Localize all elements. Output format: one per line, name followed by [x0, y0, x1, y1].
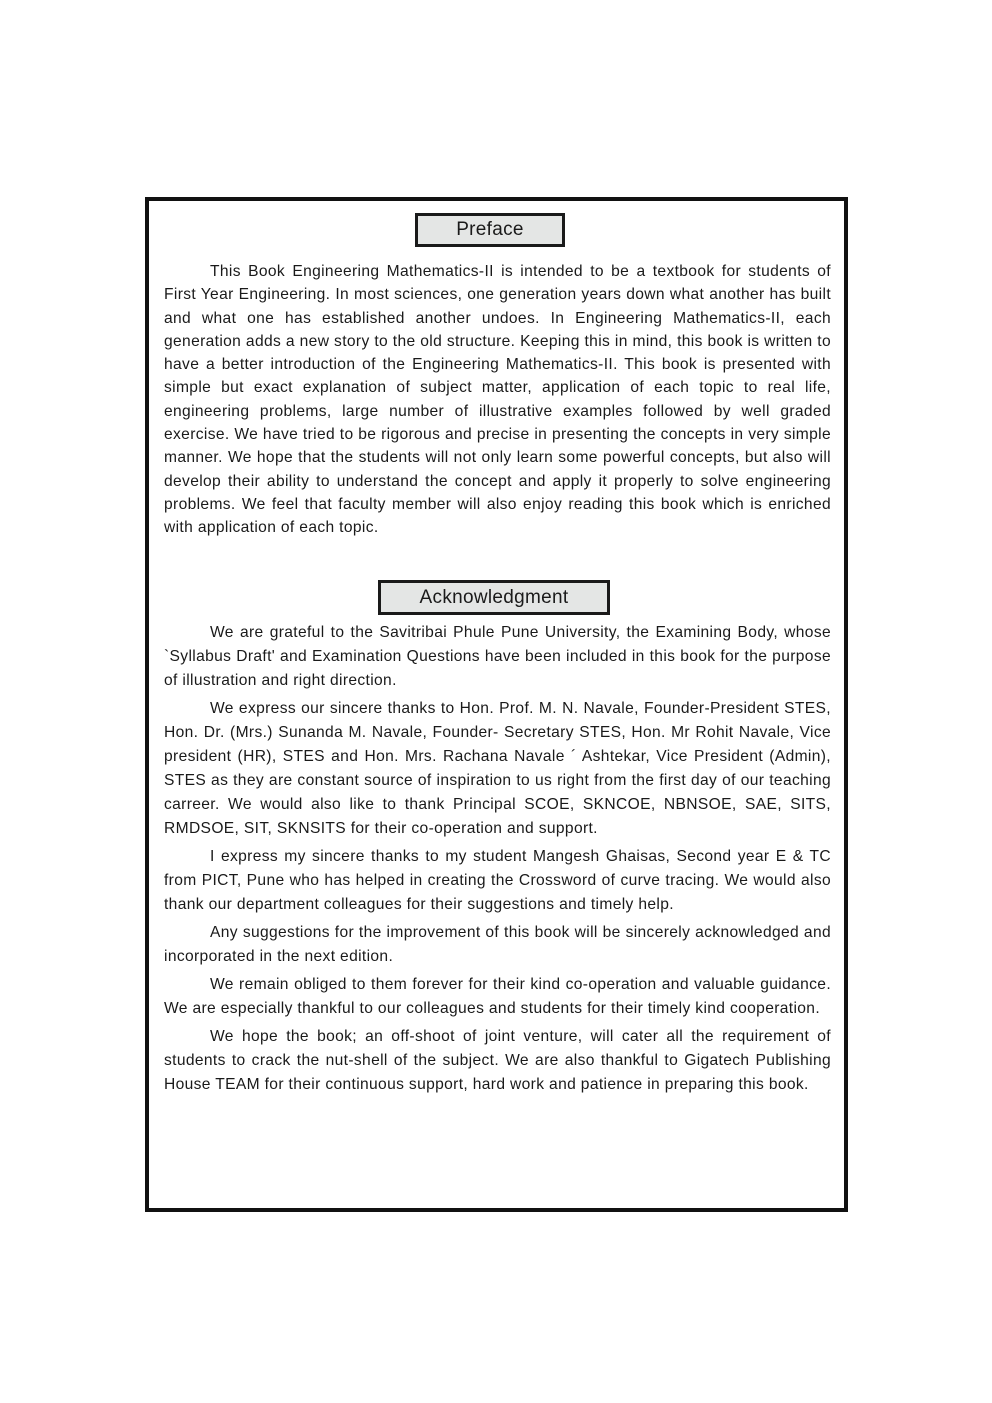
acknowledgment-heading: Acknowledgment	[378, 580, 610, 615]
paragraph: This Book Engineering Mathematics-II is intended to be a textbook for students of First Year Engineering. In most sciences, one generation years down what another has built and what one has established another undoes. In Engineering Mathematics-II, each generation adds a new story to the old structure. Keeping this in mind, this book is written to have a better introduction of the Engineering Mathematics-II. This book is presented with simple but exact explanation of subject matter, application of each topic to real life, engineering problems, large number of illustrative examples followed by well graded exercise. We have tried to be rigorous and precise in presenting the concepts in very simple manner. We hope that the students will not only learn some powerful concepts, but also will develop their ability to understand the concept and apply it properly to solve engineering problems. We feel that faculty member will also enjoy reading this book which is enriched with application of each topic.	[164, 263, 831, 537]
paragraph: We express our sincere thanks to Hon. Prof. M. N. Navale, Founder-President STES, Hon. Dr. (Mrs.) Sunanda M. Navale, Founder- Secretary STES, Hon. Mr Rohit Navale, Vice president (HR), STES and Hon. Mrs. Rachana Navale ´ Ashtekar, Vice President (Admin), STES as they are constant source of inspiration to us right from the first day of our teaching carreer. We would also like to thank Principal SCOE, SKNCOE, NBNSOE, SAE, SITS, RMDSOE, SIT, SKNSITS for their co-operation and support.	[164, 700, 831, 837]
preface-heading: Preface	[415, 213, 565, 247]
paragraph: Any suggestions for the improvement of this book will be sincerely acknowledged and incorporated in the next edition.	[164, 924, 831, 965]
paragraph: We hope the book; an off-shoot of joint venture, will cater all the requirement of students to crack the nut-shell of the subject. We are also thankful to Gigatech Publishing House TEAM for their continuous support, hard work and patience in preparing this book.	[164, 1028, 831, 1093]
content-frame	[145, 197, 848, 1212]
paragraph: I express my sincere thanks to my student Mangesh Ghaisas, Second year E & TC from PICT, Pune who has helped in creating the Crossword of curve tracing. We would also thank our department colleagues for their suggestions and timely help.	[164, 848, 831, 913]
paragraph: We are grateful to the Savitribai Phule Pune University, the Examining Body, whose `Syllabus Draft' and Examination Questions have been included in this book for the purpose of illustration and right direction.	[164, 624, 831, 689]
paragraph: We remain obliged to them forever for their kind co-operation and valuable guidance. We are especially thankful to our colleagues and students for their timely kind cooperation.	[164, 976, 831, 1017]
preface-body	[164, 260, 831, 544]
acknowledgment-body	[164, 621, 831, 1101]
